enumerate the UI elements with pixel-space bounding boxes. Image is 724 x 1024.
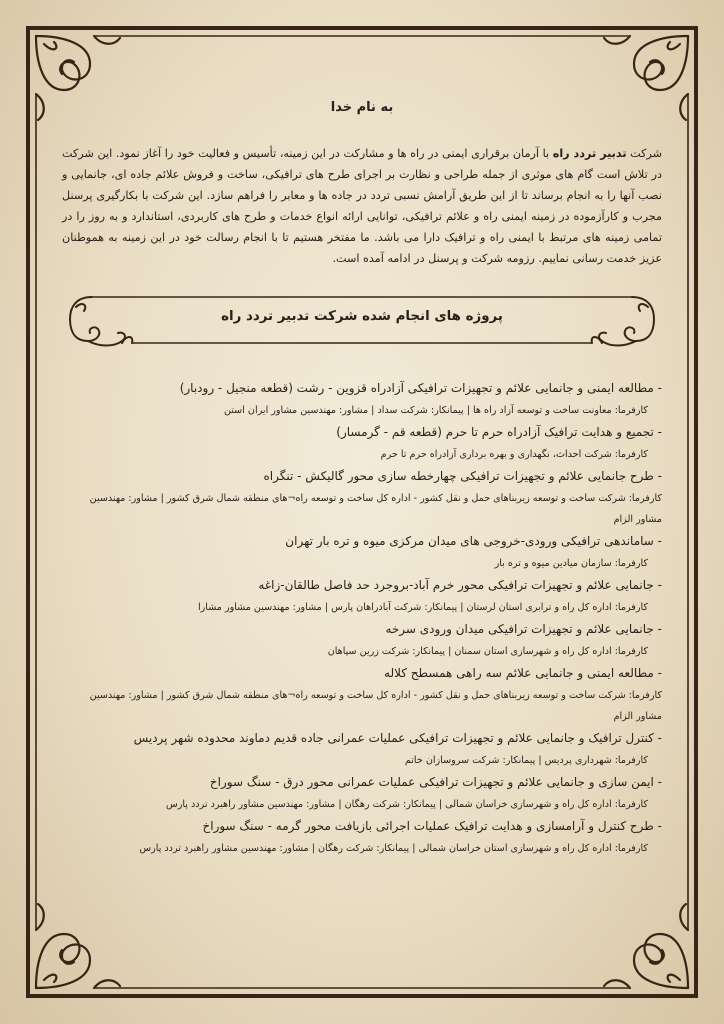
list-item: [62, 377, 662, 421]
intro-text: با آرمان برقراری ایمنی در راه ها و مشارکت در این زمینه، تأسیس و فعالیت خود را آغاز نمود. این شرکت در تلاش است گام های موثری از جمله طراحی و نظارت بر اجرای طرح های ترافیکی، ساخت و فروش علائم جاده ای، جانمایی و نصب آنها را به انجام برساند تا از این طریق آرامش نسبی تردد در جاده ها و معابر را فراهم سازد. این شرکت با بکارگیری پرسنل مجرب و کارآزموده در زمینه ایمنی راه و علائم ترافیکی، توانایی ارائه انواع خدمات و طرح های کاربردی، استاندارد و به روز را در تمامی زمینه های مرتبط با ایمنی راه و ترافیک دارا می باشد. ما مفتخر هستیم تا با انجام رسالت خود در این زمینه به هموطنان عزیز خدمت رسانی نماییم. رزومه شرکت و پرسنل در ادامه آمده است.: [62, 147, 662, 265]
list-item: [62, 465, 662, 530]
list-item: [62, 727, 662, 771]
intro-lead: شرکت: [630, 147, 663, 160]
project-detail: کارفرما: شرکت ساخت و توسعه زیربناهای حمل و نقل کشور - اداره کل ساخت و توسعه راه¬های منطقه شمال شرق کشور | مشاور: مهندسین مشاور الزام: [89, 690, 662, 722]
list-item: [62, 530, 662, 574]
banner-ornament-icon: [62, 291, 662, 361]
project-detail: کارفرما: اداره کل راه و شهرسازی استان خراسان شمالی | پیمانکار: شرکت رهگان | مشاور: مهندسین مشاور راهبرد تردد پارس: [139, 843, 648, 854]
project-title: - مطالعه ایمنی و جانمایی علائم و تجهیزات ترافیکی آزادراه قزوین - رشت (قطعه منجیل - رودبار): [179, 381, 662, 395]
project-title: - جانمایی علائم و تجهیزات ترافیکی محور خرم آباد-بروجرد حد فاصل طالقان-زاغه: [258, 578, 662, 592]
project-detail: کارفرما: سازمان میادین میوه و تره بار: [494, 558, 648, 569]
project-detail: کارفرما: اداره کل راه و ترابری استان لرستان | پیمانکار: شرکت آبادراهان پارس | مشاور: مهندسین مشاور مشارا: [197, 602, 648, 613]
project-title: - کنترل ترافیک و جانمایی علائم و تجهیزات ترافیکی عملیات عمرانی جاده قدیم دماوند محدوده شهر پردیس: [133, 731, 662, 745]
project-detail: کارفرما: شرکت ساخت و توسعه زیربناهای حمل و نقل کشور - اداره کل ساخت و توسعه راه¬های منطقه شمال شرق کشور | مشاور: مهندسین مشاور الزام: [89, 493, 662, 525]
list-item: [62, 662, 662, 727]
intro-paragraph: [62, 143, 662, 269]
project-detail: کارفرما: شرکت احداث، نگهداری و بهره برداری آزادراه حرم تا حرم: [380, 449, 648, 460]
list-item: [62, 421, 662, 465]
project-title: - تجمیع و هدایت ترافیک آزادراه حرم تا حرم (قطعه قم - گرمسار): [336, 425, 662, 439]
section-banner: [62, 291, 662, 361]
project-title: - ایمن سازی و جانمایی علائم و تجهیزات ترافیکی عملیات عمرانی محور درق - سنگ سوراخ: [209, 775, 662, 789]
page-content: [62, 100, 662, 859]
project-detail: کارفرما: معاونت ساخت و توسعه آزاد راه ها | پیمانکار: شرکت سداد | مشاور: مهندسین مشاور ایران استن: [223, 405, 648, 416]
project-title: - مطالعه ایمنی و جانمایی علائم سه راهی همسطح کلاله: [384, 666, 662, 680]
project-detail: کارفرما: اداره کل راه و شهرسازی استان سمنان | پیمانکار: شرکت زرین سپاهان: [327, 646, 648, 657]
page-title: به نام خدا: [330, 100, 394, 115]
company-name: تدبیر تردد راه: [552, 147, 627, 160]
list-item: [62, 574, 662, 618]
project-title: - طرح جانمایی علائم و تجهیزات ترافیکی چهارخطه سازی محور گالیکش - تنگراه: [263, 469, 662, 483]
project-title: - ساماندهی ترافیکی ورودی-خروجی های میدان مرکزی میوه و تره بار تهران: [285, 534, 662, 548]
list-item: [62, 815, 662, 859]
project-title: - طرح کنترل و آرامسازی و هدایت ترافیک عملیات اجرائی بازیافت محور گرمه - سنگ سوراخ: [202, 819, 662, 833]
project-title: - جانمایی علائم و تجهیزات ترافیکی میدان ورودی سرخه: [385, 622, 662, 636]
projects-list: [62, 377, 662, 859]
list-item: [62, 771, 662, 815]
project-detail: کارفرما: اداره کل راه و شهرسازی خراسان شمالی | پیمانکار: شرکت رهگان | مشاور: مهندسین مشاور راهبرد تردد پارس: [166, 799, 648, 810]
list-item: [62, 618, 662, 662]
projects-section-title: پروژه های انجام شده شرکت تدبیر تردد راه: [221, 309, 503, 324]
project-detail: کارفرما: شهرداری پردیس | پیمانکار: شرکت سروسازان خاتم: [404, 755, 648, 766]
